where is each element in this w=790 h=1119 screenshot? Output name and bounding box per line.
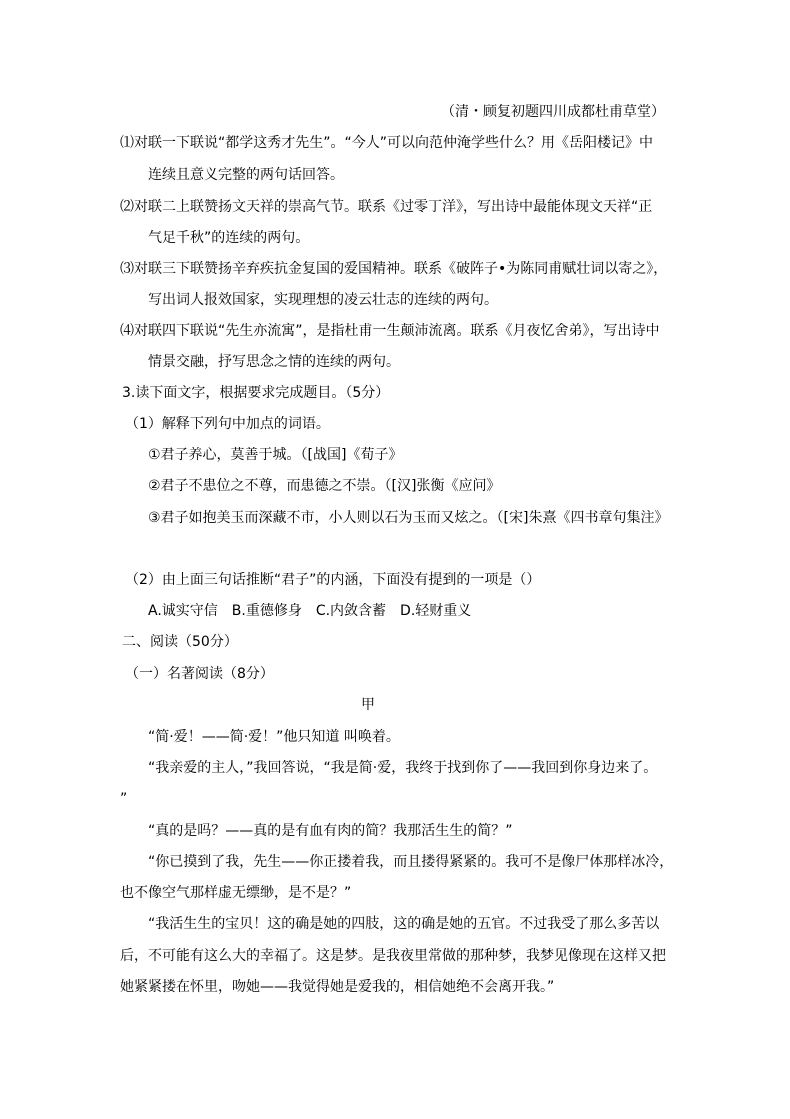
passage-line: ” — [120, 791, 128, 807]
passage-line: “简·爱！——简·爱！”他只知道 叫唤着。 — [148, 729, 400, 745]
passage-line: 后，不可能有这么大的幸福了。这是梦。是我夜里常做的那种梦，我梦见像现在这样又把 — [120, 948, 666, 964]
question-1: ⑴对联一下联说“都学这秀才先生”。“今人”可以向范仲淹学些什么？用《岳阳楼记》中 — [120, 135, 654, 151]
part-title: （一）名著阅读（8分） — [125, 666, 274, 682]
q3-sentence: ①君子养心，莫善于城。（[战国]《荀子》 — [148, 447, 403, 463]
passage-line: “真的是吗？——真的是有血有肉的简？我那活生生的简？” — [148, 823, 513, 839]
passage-line: 她紧紧搂在怀里，吻她——我觉得她是爱我的，相信她绝不会离开我。” — [120, 979, 555, 995]
q3-title: 3.读下面文字，根据要求完成题目。（5分） — [122, 385, 390, 401]
section-title: 二、阅读（50分） — [122, 634, 238, 650]
question-2: ⑵对联二上联赞扬文天祥的崇高气节。联系《过零丁洋》，写出诗中最能体现文天祥“正 — [120, 199, 653, 215]
q3-sentence: ②君子不患位之不尊，而患德之不崇。（[汉]张衡《应问》 — [148, 478, 501, 494]
question-4-cont: 情景交融，抒写思念之情的连续的两句。 — [148, 354, 400, 370]
passage-line: “我活生生的宝贝！这的确是她的四肢，这的确是她的五官。不过我受了那么多苦以 — [148, 916, 660, 932]
q3-options: A.诚实守信 B.重德修身 C.内敛含蓄 D.轻财重义 — [148, 603, 472, 619]
q3-sentence: ③君子如抱美玉而深藏不市，小人则以石为玉而又炫之。（[宋]朱熹《四书章句集注》 — [148, 510, 669, 526]
q3-sub2: （2）由上面三句话推断“君子”的内涵，下面没有提到的一项是（） — [125, 572, 541, 588]
question-1-cont: 连续且意义完整的两句话回答。 — [148, 167, 344, 183]
question-4: ⑷对联四下联说“先生亦流寓”，是指杜甫一生颠沛流离。联系《月夜忆舍弟》，写出诗中 — [120, 323, 660, 339]
attribution: （清・顾复初题四川成都杜甫草堂） — [441, 104, 665, 120]
passage-line: “我亲爱的主人，”我回答说，“我是简·爱，我终于找到你了——我回到你身边来了。 — [148, 760, 658, 776]
q3-sub1: （1）解释下列句中加点的词语。 — [125, 416, 330, 432]
question-2-cont: 气足千秋”的连续的两句。 — [148, 230, 310, 246]
passage-line: 也不像空气那样虚无缥缈，是不是？” — [120, 885, 352, 901]
question-3: ⑶对联三下联赞扬辛弃疾抗金复国的爱国精神。联系《破阵子•为陈同甫赋壮词以寄之》， — [120, 261, 668, 277]
passage-label: 甲 — [361, 697, 375, 713]
passage-line: “你已摸到了我，先生——你正搂着我，而且搂得紧紧的。我可不是像尸体那样冰冷， — [148, 854, 674, 870]
question-3-cont: 写出词人报效国家，实现理想的凌云壮志的连续的两句。 — [148, 292, 498, 308]
